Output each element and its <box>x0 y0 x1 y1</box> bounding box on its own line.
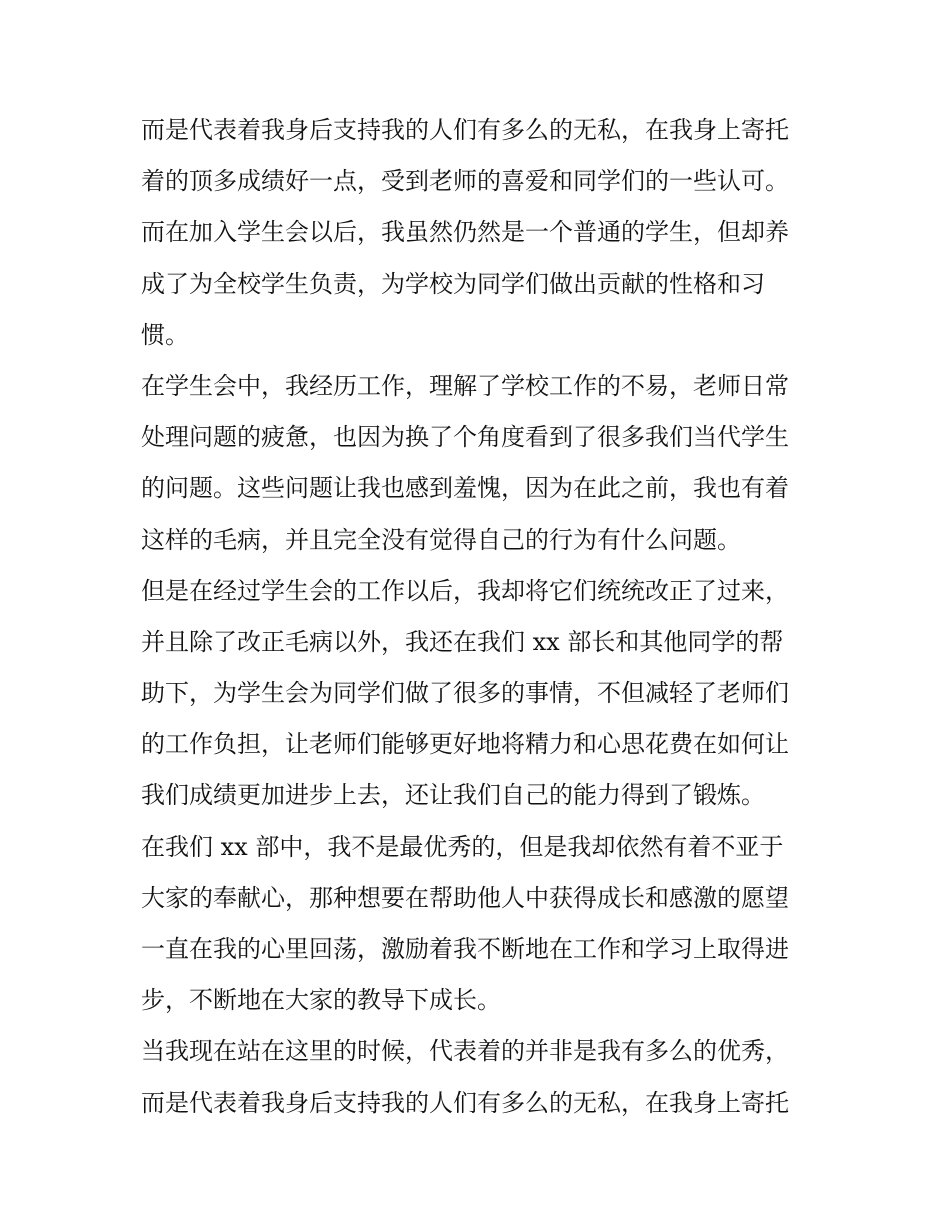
text-line: 惯。 <box>141 320 189 349</box>
text-line: 我们成绩更加进步上去，还让我们自己的能力得到了锻炼。 <box>141 781 765 810</box>
text-line: 而在加入学生会以后，我虽然仍然是一个普通的学生，但却养 <box>141 218 789 247</box>
text-line: 在我们 xx 部中，我不是最优秀的，但是我却依然有着不亚于 <box>141 832 784 861</box>
text-line: 这样的毛病，并且完全没有觉得自己的行为有什么问题。 <box>141 525 741 554</box>
document-body <box>141 105 821 1129</box>
text-line: 在学生会中，我经历工作，理解了学校工作的不易，老师日常 <box>141 371 789 400</box>
text-line: 大家的奉献心，那种想要在帮助他人中获得成长和感激的愿望 <box>141 883 789 912</box>
text-line: 成了为全校学生负责，为学校为同学们做出贡献的性格和习 <box>141 269 765 298</box>
text-line: 但是在经过学生会的工作以后，我却将它们统统改正了过来， <box>141 576 789 605</box>
text-line: 一直在我的心里回荡，激励着我不断地在工作和学习上取得进 <box>141 935 789 963</box>
text-line: 的问题。这些问题让我也感到羞愧，因为在此之前，我也有着 <box>141 474 789 503</box>
text-line: 当我现在站在这里的时候，代表着的并非是我有多么的优秀， <box>141 1037 789 1066</box>
text-line: 着的顶多成绩好一点，受到老师的喜爱和同学们的一些认可。 <box>141 167 789 196</box>
text-line: 而是代表着我身后支持我的人们有多么的无私，在我身上寄托 <box>141 116 789 144</box>
text-line: 并且除了改正毛病以外，我还在我们 xx 部长和其他同学的帮 <box>141 627 784 656</box>
text-line: 助下，为学生会为同学们做了很多的事情，不但减轻了老师们 <box>141 679 789 708</box>
text-line: 的工作负担，让老师们能够更好地将精力和心思花费在如何让 <box>141 730 789 759</box>
text-line: 步，不断地在大家的教导下成长。 <box>141 986 501 1015</box>
text-line: 而是代表着我身后支持我的人们有多么的无私，在我身上寄托 <box>141 1088 789 1117</box>
text-line: 处理问题的疲惫，也因为换了个角度看到了很多我们当代学生 <box>141 423 789 452</box>
